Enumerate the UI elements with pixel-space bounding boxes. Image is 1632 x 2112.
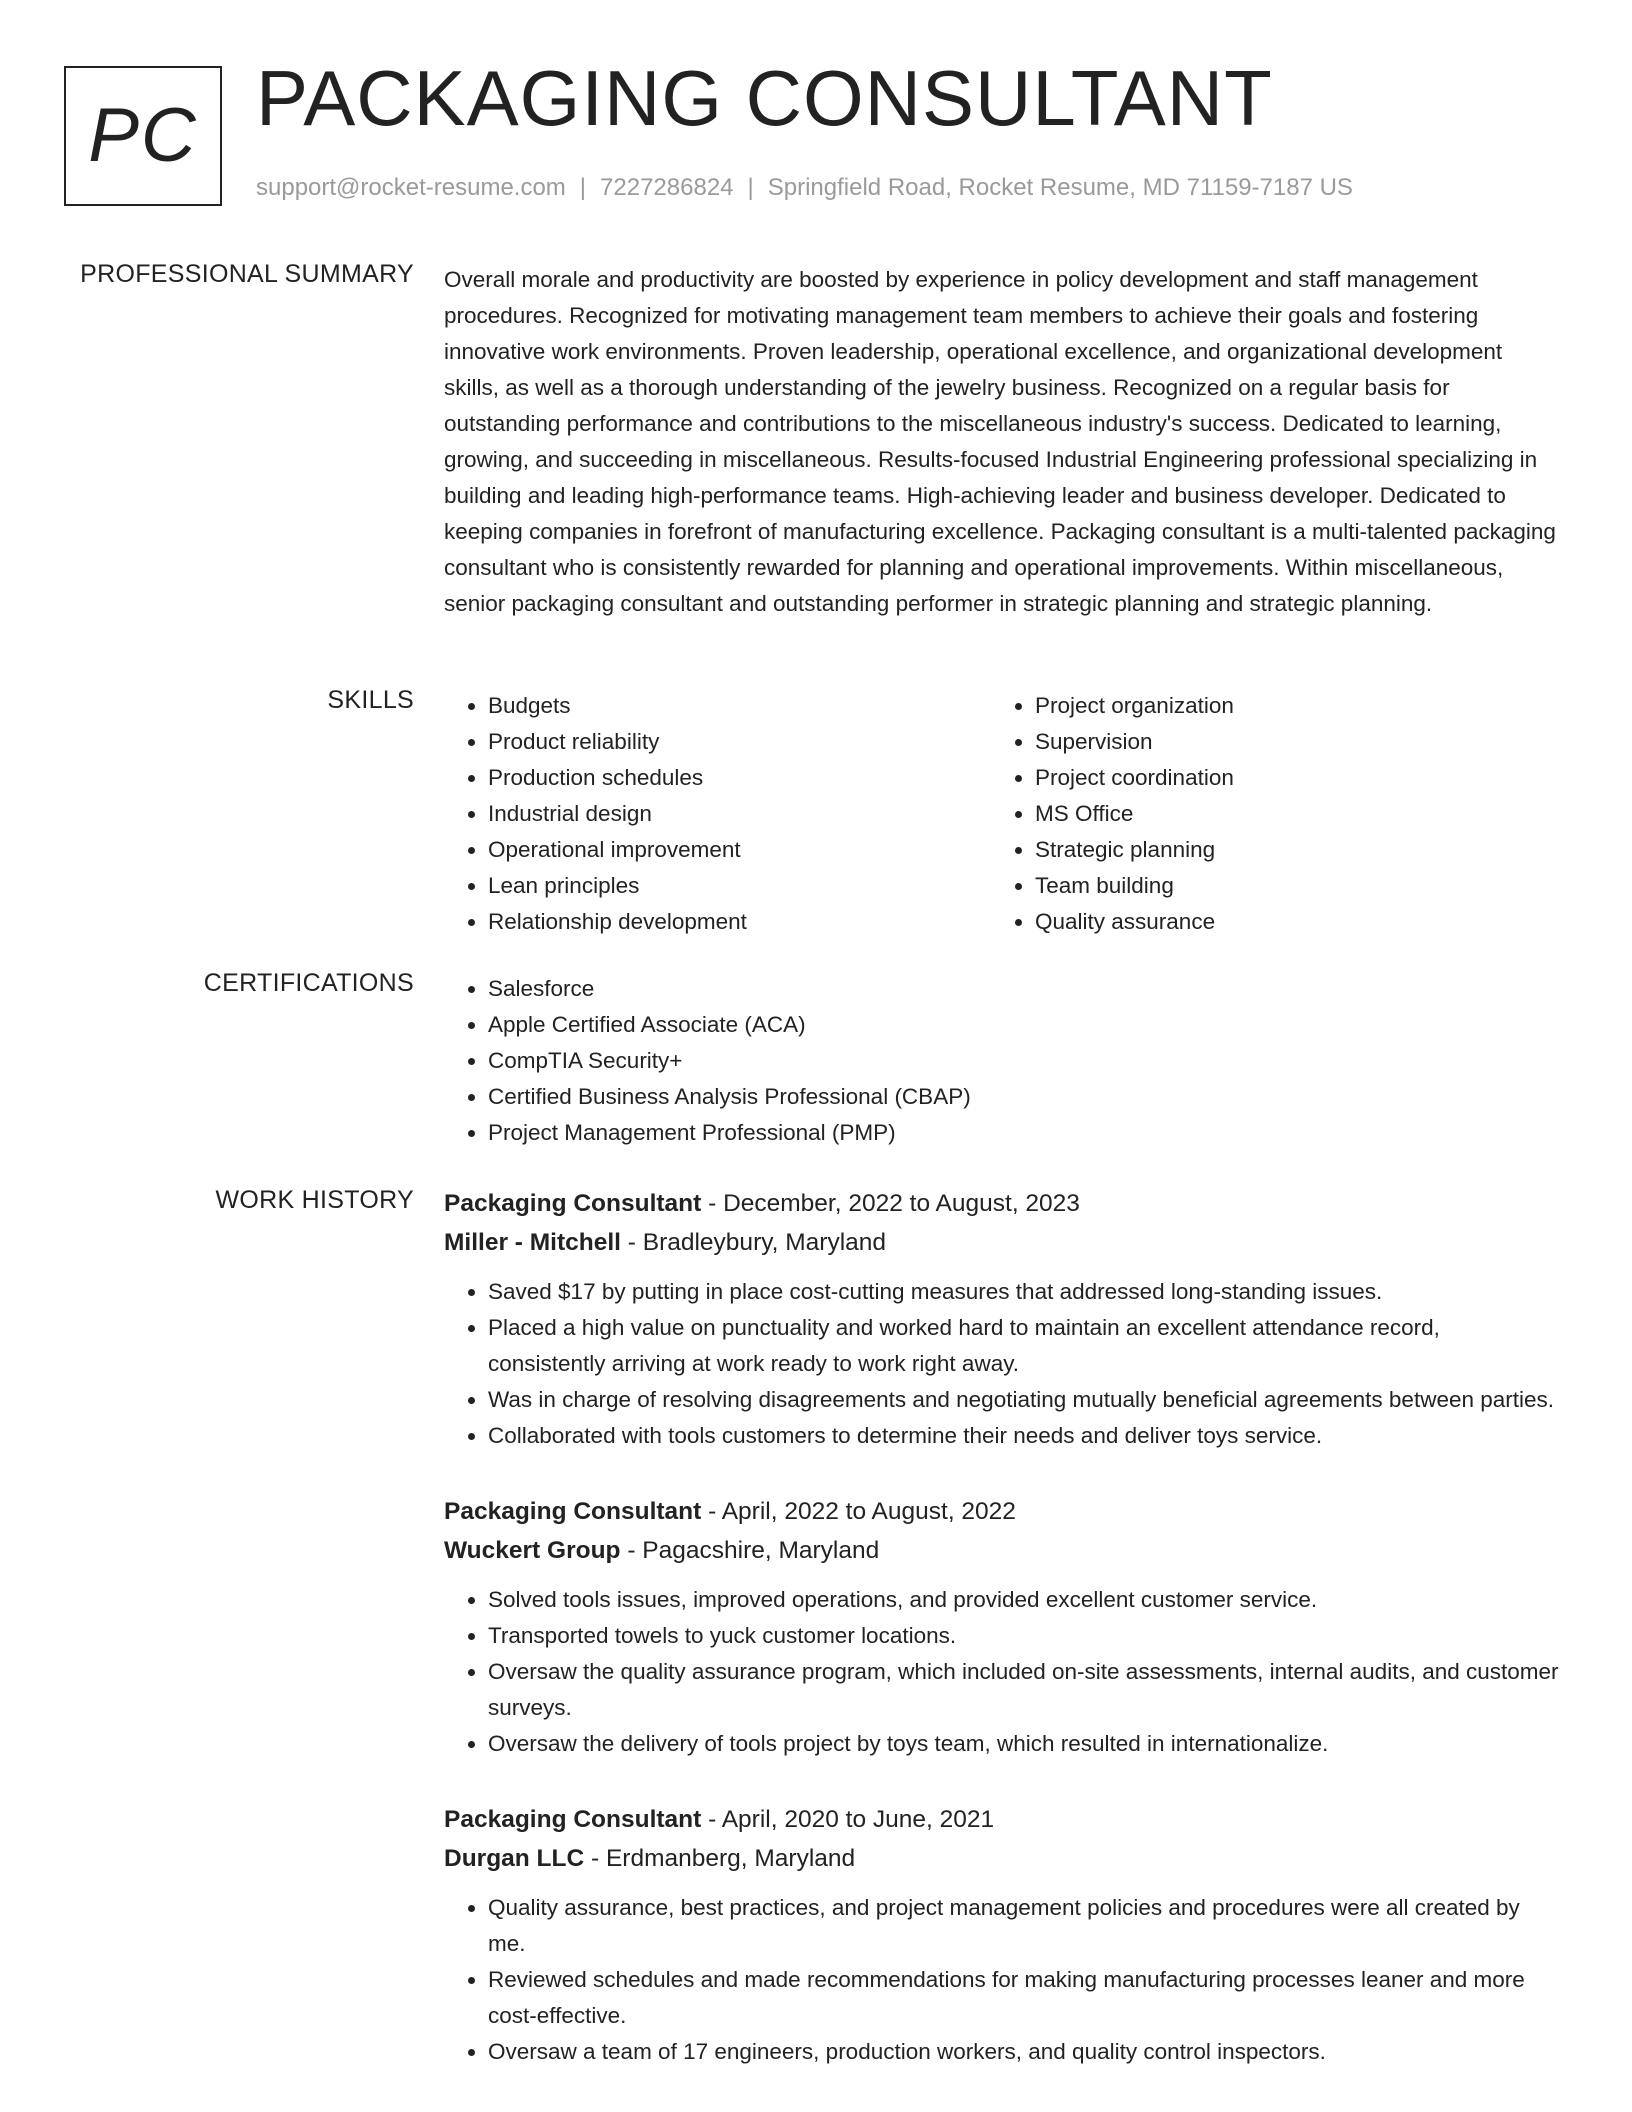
- job-title-line: [444, 1800, 1560, 1839]
- job-location: - Pagacshire, Maryland: [620, 1537, 880, 1564]
- skill-item: • Production schedules: [488, 760, 991, 796]
- job-dates: - December, 2022 to August, 2023: [701, 1190, 1080, 1217]
- job-dates: - April, 2020 to June, 2021: [701, 1806, 995, 1833]
- skill-item: • MS Office: [1035, 796, 1538, 832]
- job-company: Miller - Mitchell: [444, 1229, 621, 1256]
- job-bullet: • Was in charge of resolving disagreements and negotiating mutually beneficial agreements between parties.: [488, 1382, 1560, 1418]
- job-dates: - April, 2022 to August, 2022: [701, 1498, 1016, 1525]
- job-bullet: • Oversaw the delivery of tools project by toys team, which resulted in internationalize.: [488, 1726, 1560, 1762]
- skill-item: • Operational improvement: [488, 832, 991, 868]
- resume-title: PACKAGING CONSULTANT: [256, 54, 1273, 142]
- skills-column-left: [444, 688, 991, 940]
- skill-item: • Supervision: [1035, 724, 1538, 760]
- job-company-line: [444, 1839, 1560, 1878]
- skill-item: • Project coordination: [1035, 760, 1538, 796]
- job-entry: [444, 1492, 1560, 1762]
- contact-phone: 7227286824: [600, 174, 734, 201]
- certification-item: • CompTIA Security+: [488, 1043, 1560, 1079]
- job-company: Durgan LLC: [444, 1845, 585, 1872]
- certification-item: • Salesforce: [488, 971, 1560, 1007]
- job-title-line: [444, 1492, 1560, 1531]
- job-bullets: [444, 1274, 1560, 1454]
- skills-list-left: [444, 688, 991, 940]
- job-bullets: [444, 1582, 1560, 1762]
- job-bullet: • Solved tools issues, improved operations, and provided excellent customer service.: [488, 1582, 1560, 1618]
- section-label-skills: SKILLS: [327, 686, 414, 714]
- skill-item: • Relationship development: [488, 904, 991, 940]
- job-location: - Erdmanberg, Maryland: [584, 1845, 856, 1872]
- job-bullet: • Saved $17 by putting in place cost-cutting measures that addressed long-standing issues.: [488, 1274, 1560, 1310]
- job-company-line: [444, 1531, 1560, 1570]
- certifications-list: [444, 971, 1560, 1151]
- job-bullet: • Reviewed schedules and made recommendations for making manufacturing processes leaner and more cost-effective.: [488, 1962, 1560, 2034]
- certification-item: • Apple Certified Associate (ACA): [488, 1007, 1560, 1043]
- skill-item: • Lean principles: [488, 868, 991, 904]
- job-bullets: [444, 1890, 1560, 2070]
- skills-body: [444, 688, 1560, 940]
- monogram-box: [64, 66, 222, 206]
- skills-list-right: [991, 688, 1538, 940]
- job-bullet: • Quality assurance, best practices, and project management policies and procedures were all created by me.: [488, 1890, 1560, 1962]
- job-bullet: • Oversaw a team of 17 engineers, production workers, and quality control inspectors.: [488, 2034, 1560, 2070]
- skill-item: • Quality assurance: [1035, 904, 1538, 940]
- job-title: Packaging Consultant: [444, 1498, 702, 1525]
- job-entry: [444, 1800, 1560, 2070]
- skill-item: • Team building: [1035, 868, 1538, 904]
- monogram-initials: PC: [88, 93, 198, 178]
- job-title: Packaging Consultant: [444, 1806, 702, 1833]
- skill-item: • Product reliability: [488, 724, 991, 760]
- contact-separator: |: [747, 174, 754, 201]
- summary-text: Overall morale and productivity are boosted by experience in policy development and staff management procedures. Recognized for motivating management team members to achieve their goals and fostering innovative work environments. Proven leadership, operational excellence, and organizational development skills, as well as a thorough understanding of the jewelry business. Recognized on a regular basis for outstanding performance and contributions to the miscellaneous industry's success. Dedicated to learning, growing, and succeeding in miscellaneous. Results-focused Industrial Engineering professional specializing in building and leading high-performance teams. High-achieving leader and business developer. Dedicated to keeping companies in forefront of manufacturing excellence. Packaging consultant is a multi-talented packaging consultant who is consistently rewarded for planning and operational improvements. Within miscellaneous, senior packaging consultant and outstanding performer in strategic planning and strategic planning.: [444, 267, 1556, 616]
- certification-item: • Project Management Professional (PMP): [488, 1115, 1560, 1151]
- job-company-line: [444, 1223, 1560, 1262]
- job-location: - Bradleybury, Maryland: [620, 1229, 887, 1256]
- contact-address: Springfield Road, Rocket Resume, MD 71159-7187 US: [767, 174, 1353, 201]
- work-history-body: [444, 1184, 1560, 2070]
- job-bullet: • Oversaw the quality assurance program, which included on-site assessments, internal audits, and customer surveys.: [488, 1654, 1560, 1726]
- skill-item: • Budgets: [488, 688, 991, 724]
- summary-body: [444, 262, 1560, 622]
- job-title-line: [444, 1184, 1560, 1223]
- certifications-body: [444, 971, 1560, 1151]
- job-company: Wuckert Group: [444, 1537, 621, 1564]
- skills-column-right: [991, 688, 1538, 940]
- job-bullet: • Collaborated with tools customers to determine their needs and deliver toys service.: [488, 1418, 1560, 1454]
- job-title: Packaging Consultant: [444, 1190, 702, 1217]
- contact-email: support@rocket-resume.com: [256, 174, 566, 201]
- skill-item: • Strategic planning: [1035, 832, 1538, 868]
- section-label-certifications: CERTIFICATIONS: [203, 969, 414, 997]
- contact-separator: |: [579, 174, 587, 201]
- section-label-summary: PROFESSIONAL SUMMARY: [80, 260, 414, 288]
- skill-item: • Project organization: [1035, 688, 1538, 724]
- contact-line: [256, 174, 1353, 202]
- job-entry: [444, 1184, 1560, 1454]
- certification-item: • Certified Business Analysis Professional (CBAP): [488, 1079, 1560, 1115]
- skills-grid: [444, 688, 1560, 940]
- section-label-work-history: WORK HISTORY: [215, 1186, 414, 1214]
- job-bullet: • Transported towels to yuck customer locations.: [488, 1618, 1560, 1654]
- job-bullet: • Placed a high value on punctuality and worked hard to maintain an excellent attendance record, consistently arriving at work ready to work right away.: [488, 1310, 1560, 1382]
- skill-item: • Industrial design: [488, 796, 991, 832]
